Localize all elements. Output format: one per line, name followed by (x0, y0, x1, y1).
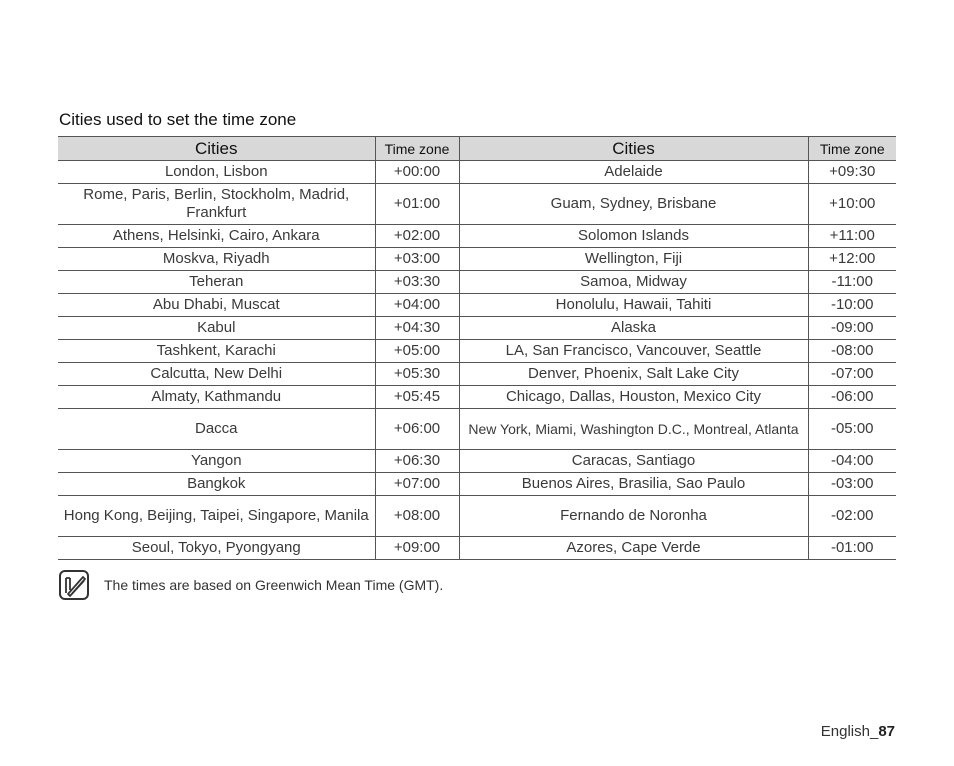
left-tz-cell: +06:00 (375, 409, 459, 450)
left-cities-cell: Rome, Paris, Berlin, Stockholm, Madrid, Frankfurt (58, 184, 375, 225)
right-tz-cell: +11:00 (808, 225, 896, 248)
table-row (58, 317, 896, 340)
right-cities-cell: Samoa, Midway (459, 271, 808, 294)
left-tz-cell: +04:30 (375, 317, 459, 340)
left-cities-cell: Yangon (58, 450, 375, 473)
right-tz-cell: -10:00 (808, 294, 896, 317)
right-cities-cell: LA, San Francisco, Vancouver, Seattle (459, 340, 808, 363)
note-text: The times are based on Greenwich Mean Time (GMT). (104, 577, 444, 593)
right-cities-cell: Fernando de Noronha (459, 496, 808, 537)
table-row (58, 340, 896, 363)
table-header-row (58, 137, 896, 161)
table-row (58, 409, 896, 450)
left-tz-cell: +08:00 (375, 496, 459, 537)
right-cities-cell: Buenos Aires, Brasilia, Sao Paulo (459, 473, 808, 496)
left-cities-cell: Bangkok (58, 473, 375, 496)
table-row (58, 386, 896, 409)
right-tz-cell: -08:00 (808, 340, 896, 363)
left-tz-cell: +00:00 (375, 161, 459, 184)
left-cities-cell: Almaty, Kathmandu (58, 386, 375, 409)
left-tz-cell: +01:00 (375, 184, 459, 225)
left-tz-cell: +09:00 (375, 537, 459, 560)
right-cities-cell: Wellington, Fiji (459, 248, 808, 271)
table-row (58, 225, 896, 248)
right-tz-cell: -01:00 (808, 537, 896, 560)
left-tz-cell: +05:45 (375, 386, 459, 409)
footer-language: English_ (820, 723, 879, 740)
right-tz-cell: -07:00 (808, 363, 896, 386)
table-row (58, 537, 896, 560)
right-cities-cell: Guam, Sydney, Brisbane (459, 184, 808, 225)
table-row (58, 496, 896, 537)
table-row (58, 473, 896, 496)
right-cities-cell: Alaska (459, 317, 808, 340)
page-number: 87 (878, 723, 895, 740)
right-cities-cell: Adelaide (459, 161, 808, 184)
left-cities-cell: Hong Kong, Beijing, Taipei, Singapore, Manila (58, 496, 375, 537)
left-cities-cell: Seoul, Tokyo, Pyongyang (58, 537, 375, 560)
header-cities-left: Cities (58, 137, 375, 161)
table-row (58, 161, 896, 184)
table-row (58, 450, 896, 473)
right-tz-cell: +09:30 (808, 161, 896, 184)
time-zone-table (58, 136, 896, 560)
right-cities-cell: New York, Miami, Washington D.C., Montreal, Atlanta (459, 409, 808, 450)
right-tz-cell: -04:00 (808, 450, 896, 473)
right-tz-cell: +12:00 (808, 248, 896, 271)
header-time-zone-right: Time zone (808, 137, 896, 161)
left-cities-cell: Calcutta, New Delhi (58, 363, 375, 386)
left-tz-cell: +03:00 (375, 248, 459, 271)
right-cities-cell: Honolulu, Hawaii, Tahiti (459, 294, 808, 317)
table-row (58, 248, 896, 271)
right-tz-cell: -03:00 (808, 473, 896, 496)
right-tz-cell: -09:00 (808, 317, 896, 340)
page-footer (821, 723, 895, 740)
header-cities-right: Cities (459, 137, 808, 161)
right-cities-cell: Chicago, Dallas, Houston, Mexico City (459, 386, 808, 409)
left-tz-cell: +03:30 (375, 271, 459, 294)
header-time-zone-left: Time zone (375, 137, 459, 161)
table-row (58, 294, 896, 317)
left-tz-cell: +04:00 (375, 294, 459, 317)
right-tz-cell: -02:00 (808, 496, 896, 537)
table-row (58, 363, 896, 386)
left-tz-cell: +05:30 (375, 363, 459, 386)
left-cities-cell: Tashkent, Karachi (58, 340, 375, 363)
left-cities-cell: Dacca (58, 409, 375, 450)
right-tz-cell: -05:00 (808, 409, 896, 450)
left-tz-cell: +05:00 (375, 340, 459, 363)
left-cities-cell: Kabul (58, 317, 375, 340)
left-tz-cell: +06:30 (375, 450, 459, 473)
table-row (58, 184, 896, 225)
left-tz-cell: +07:00 (375, 473, 459, 496)
right-tz-cell: -06:00 (808, 386, 896, 409)
table-row (58, 271, 896, 294)
left-cities-cell: London, Lisbon (58, 161, 375, 184)
right-cities-cell: Caracas, Santiago (459, 450, 808, 473)
right-tz-cell: +10:00 (808, 184, 896, 225)
right-cities-cell: Azores, Cape Verde (459, 537, 808, 560)
left-cities-cell: Abu Dhabi, Muscat (58, 294, 375, 317)
right-cities-cell: Solomon Islands (459, 225, 808, 248)
left-tz-cell: +02:00 (375, 225, 459, 248)
right-cities-cell: Denver, Phoenix, Salt Lake City (459, 363, 808, 386)
right-tz-cell: -11:00 (808, 271, 896, 294)
note-pencil-icon (59, 570, 89, 600)
left-cities-cell: Teheran (58, 271, 375, 294)
left-cities-cell: Athens, Helsinki, Cairo, Ankara (58, 225, 375, 248)
section-title: Cities used to set the time zone (59, 110, 297, 129)
left-cities-cell: Moskva, Riyadh (58, 248, 375, 271)
